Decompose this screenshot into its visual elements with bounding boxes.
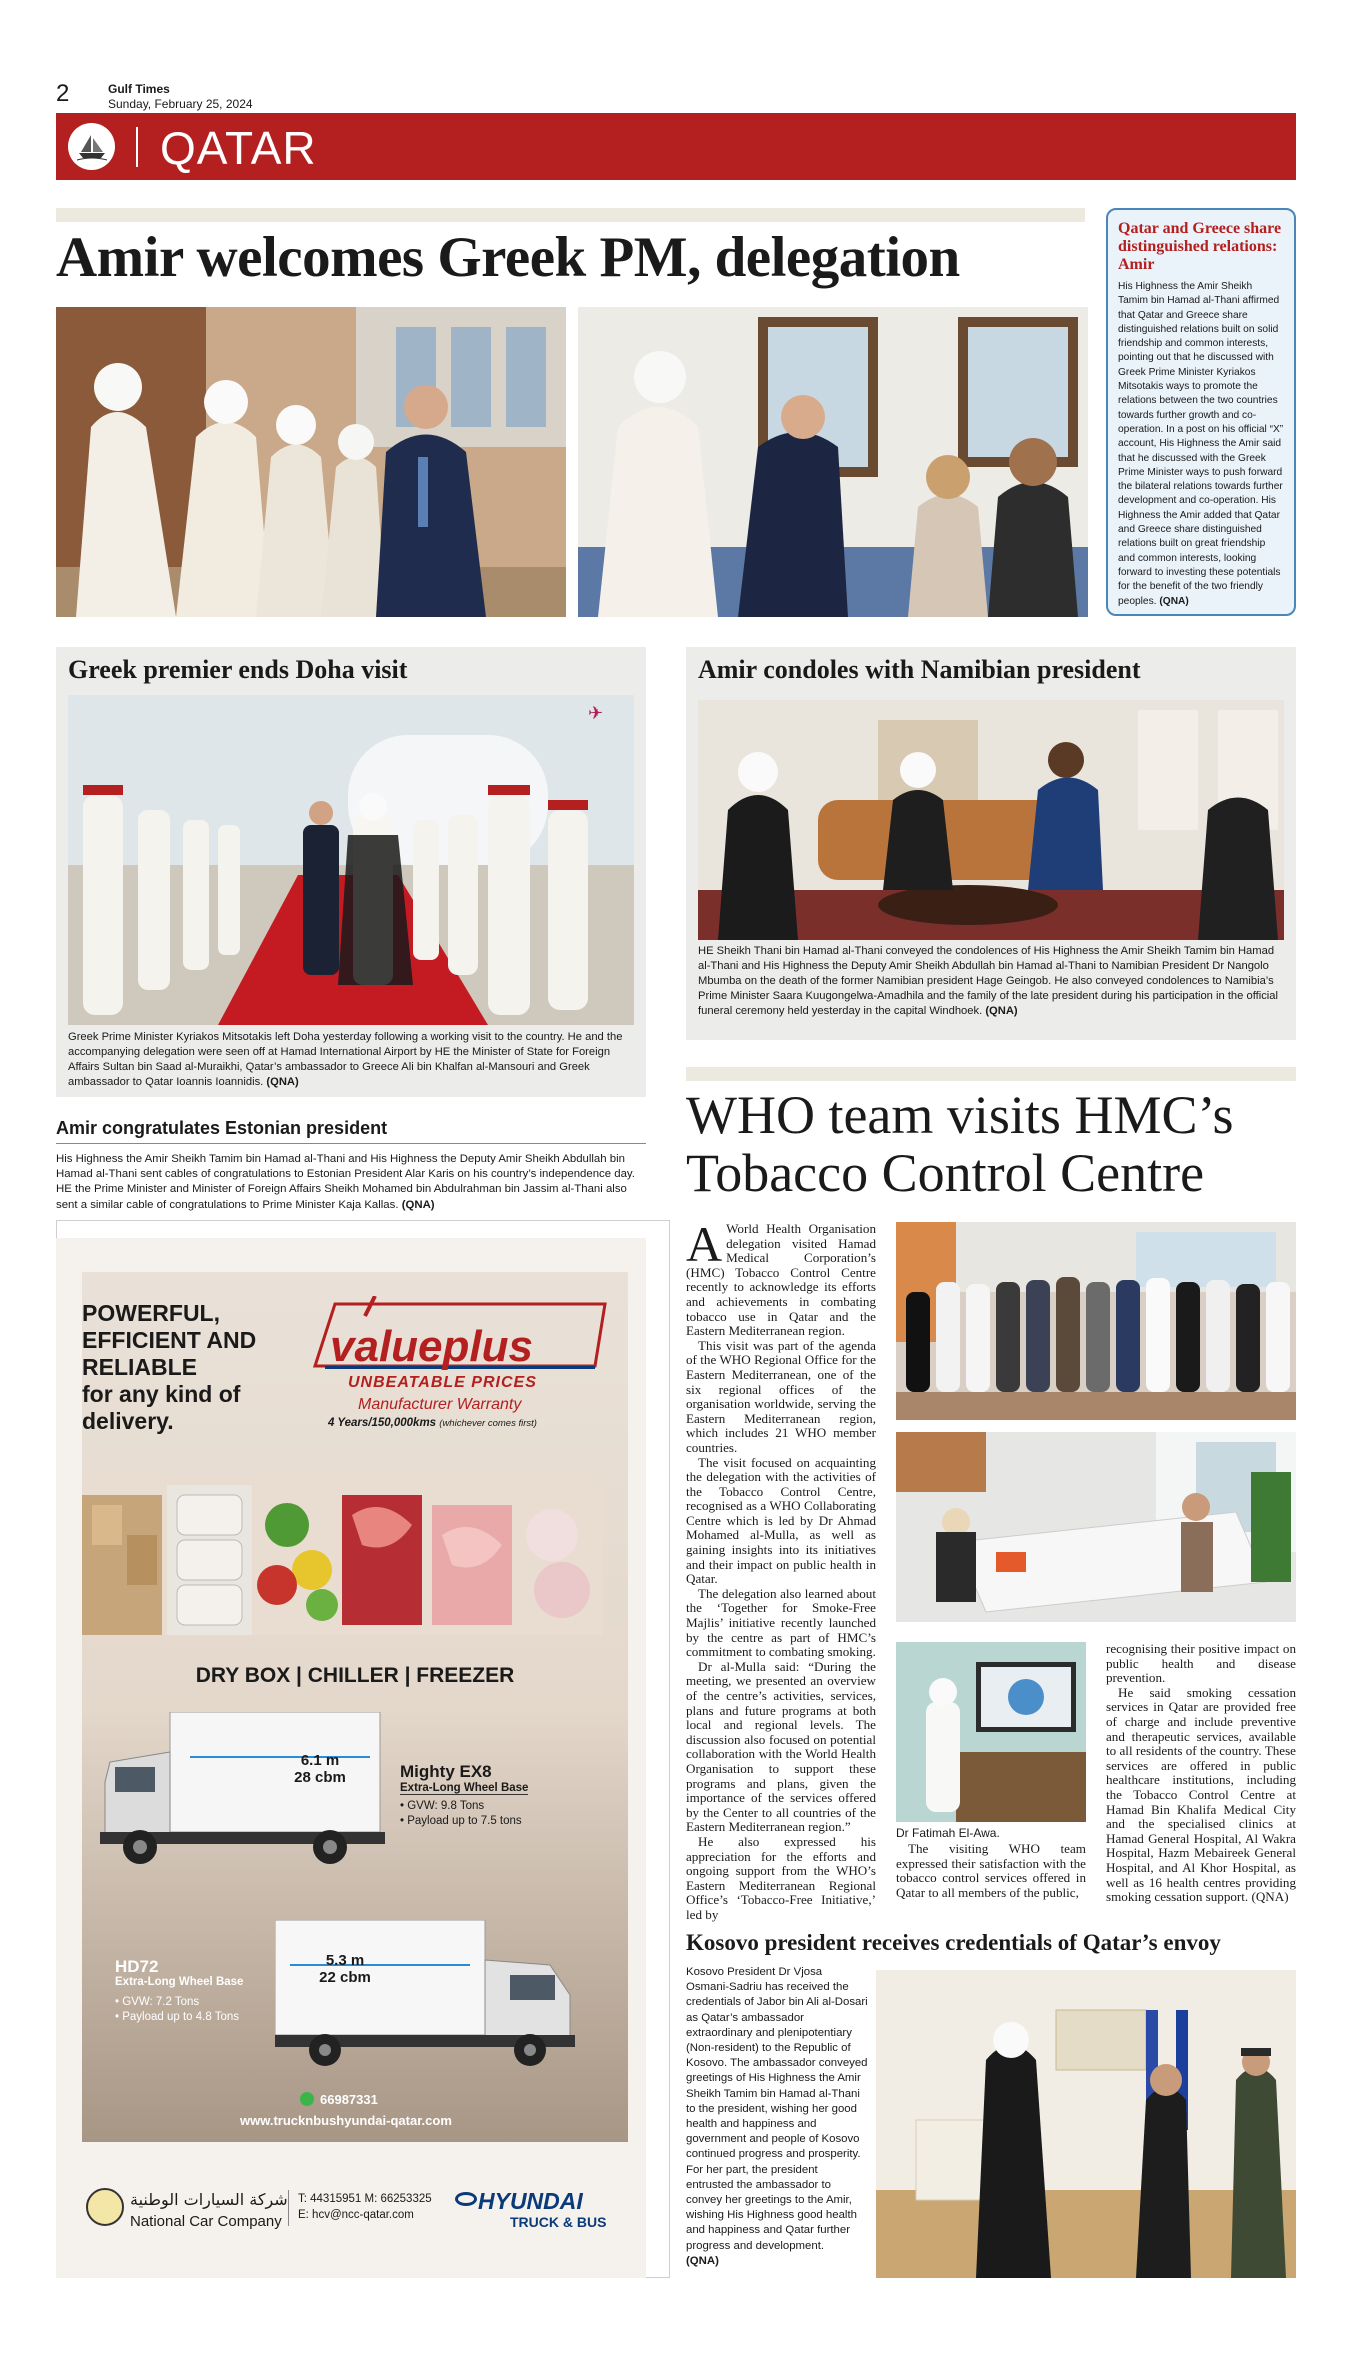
ad-phone[interactable]: 66987331 (320, 2092, 378, 2107)
main-photo-right (578, 307, 1088, 617)
hyundai-brand: HYUNDAI (478, 2188, 583, 2214)
main-headline: Amir welcomes Greek PM, delegation (56, 226, 960, 289)
who-paragraph-6: He also expressed his appreciation for the efforts and ongoing support from the WHO’s Eastern Mediterranean Regional Office’s ‘Tobacco-Free Initiative,’ led by (686, 1833, 876, 1922)
truck-ex8-base: Extra-Long Wheel Base (400, 1782, 529, 1794)
sidebar-body-text: His Highness the Amir Sheikh Tamim bin Hamad al-Thani affirmed that Qatar and Greece share distinguished relations built on solid friendship and common interests, pointing out that he discussed with Greek Prime Minister Kyriakos Mitsotakis ways to promote the relations between the two countries towards further growth and co-operation. In a post on his official “X” account, His Highness the Amir said that he discussed with the Greek Prime Minister ways to push forward the bilateral relations towards further development and co-operation. His Highness the Amir added that Qatar and Greece share distinguished relations built on great friendship and common interests, looking forward to investing these potentials for the benefit of the two friendly peoples. (1118, 281, 1284, 607)
who-paragraph-1: World Health Organisation delegation visited Hamad Medical Corporation’s (HMC) Tobacco Control Centre recently to acknowledge its efforts and achievements in combating tobacco use in Qatar and the Eastern Mediterranean region. (686, 1221, 876, 1339)
whatsapp-icon (300, 2092, 314, 2106)
valueplus-tagline: UNBEATABLE PRICES (348, 1374, 537, 1391)
hyundai-logo-icon (455, 2192, 477, 2206)
publication-name: Gulf Times (108, 82, 170, 96)
who-column-2 (896, 1842, 1086, 1900)
ad-website[interactable]: www.trucknbushyundai-qatar.com (240, 2113, 452, 2128)
ad-produce-strip (82, 1475, 602, 1635)
truck-ex8-dimensions-text: 6.1 m 28 cbm (294, 1752, 346, 1786)
headline-rule (56, 208, 1085, 222)
estonia-body-text: His Highness the Amir Sheikh Tamim bin Hamad al-Thani and His Highness the Deputy Amir Sheikh Abdullah bin Hamad al-Thani sent cables of congratulations to Estonian President Alar Karis on his country’s independence day. HE the Prime Minister and Minister of Foreign Affairs Sheikh Mohamed bin Abdulrahman bin Jassim al-Thani also sent a similar cable of congratulations to Prime Minister Kaja Kallas. (56, 1153, 635, 1211)
section-banner (56, 113, 1296, 180)
greek-visit-title: Greek premier ends Doha visit (68, 655, 408, 684)
greek-visit-source: (QNA) (266, 1076, 299, 1088)
estonia-title: Amir congratulates Estonian president (56, 1118, 388, 1138)
section-title: QATAR (160, 122, 317, 174)
kosovo-title: Kosovo president receives credentials of Qatar’s envoy (686, 1930, 1221, 1955)
warranty-note: (whichever comes first) (439, 1418, 537, 1429)
who-column-1 (686, 1216, 876, 1923)
ad-footer-divider (288, 2190, 289, 2226)
kosovo-body-text: Kosovo President Dr Vjosa Osmani-Sadriu has received the credentials of Jabor bin Ali al-Dosari as Qatar’s ambassador extraordinary and plenipotentiary (Non-resident) to the Republic of Kosovo. The ambassador conveyed greetings of His Highness the Amir Sheikh Tamim bin Hamad al-Thani to the president, wishing her good health and happiness and government and people of Kosovo continued progress and prosperity. For her part, the president entrusted the ambassador to convey her greetings to the Amir, wishing His Highness good health and happiness and Qatar further progress and development. (686, 1966, 868, 2252)
truck-hd72-payload: • Payload up to 4.8 Tons (115, 2011, 240, 2023)
ad-slogan-bold: POWERFUL, EFFICIENT AND RELIABLE (82, 1300, 257, 1380)
namibia-caption-text: HE Sheikh Thani bin Hamad al-Thani conveyed the condolences of His Highness the Amir Sheikh Tamim bin Hamad al-Thani and His Highness the Deputy Amir Sheikh Abdullah bin Hamad al-Thani to Namibian President Dr Nangolo Mbumba on the death of the former Namibian president Hage Geingob. He also conveyed condolences to Namibia’s Prime Minister Saara Kuugongelwa-Amadhila and the family of the late president during his participation in the official funeral ceremony held yesterday in the capital Windhoek. (698, 945, 1278, 1017)
ad-slogan-rest: for any kind of delivery. (82, 1381, 241, 1434)
truck-ex8-payload: • Payload up to 7.5 tons (400, 1815, 522, 1827)
who-paragraph-3: The visit focused on acquainting the delegation with the activities of the Tobacco Control Centre, recognised as a WHO Collaborating Centre which is led by Dr Ahmad Mohamed al-Mulla, as well as gaining insights into its initiatives and their impact on public health in Qatar. (686, 1454, 876, 1587)
banner-divider (136, 127, 138, 167)
who-headline: WHO team visits HMC’s Tobacco Control Centre (686, 1085, 1234, 1203)
svg-text:✈: ✈ (588, 703, 604, 723)
truck-hd72-dimensions-text: 5.3 m 22 cbm (319, 1952, 371, 1986)
kosovo-source: (QNA) (686, 2254, 719, 2267)
greek-visit-photo (68, 695, 634, 1025)
who-presentation-photo (896, 1642, 1086, 1822)
warranty-terms: 4 Years/150,000kms (328, 1417, 437, 1429)
who-rule (686, 1067, 1296, 1081)
company-name-arabic: شركة السيارات الوطنية (130, 2190, 288, 2209)
dhow-logo-icon (68, 123, 115, 170)
valueplus-warranty: Manufacturer Warranty (358, 1396, 522, 1413)
truck-mighty-ex8-image (100, 1712, 390, 1872)
truck-ex8-dimensions (280, 1752, 360, 1786)
sidebar-box (1106, 208, 1296, 616)
valueplus-warranty-terms (328, 1417, 537, 1429)
sidebar-source: (QNA) (1159, 595, 1189, 607)
greek-visit-caption (68, 1030, 634, 1090)
ncc-emblem-icon (86, 2188, 124, 2226)
ad-categories: DRY BOX | CHILLER | FREEZER (195, 1664, 515, 1687)
who-paragraph-8: recognising their positive impact on public health and disease prevention. (1106, 1641, 1296, 1686)
who-column-3 (1106, 1642, 1296, 1905)
truck-hd72-name: HD72 (115, 1957, 159, 1976)
truck-hd72-image (275, 1920, 585, 2080)
namibia-title: Amir condoles with Namibian president (698, 655, 1141, 684)
estonia-rule (56, 1143, 646, 1144)
truck-ex8-gvw: • GVW: 9.8 Tons (400, 1800, 485, 1812)
who-dropcap: A (686, 1216, 723, 1272)
who-group-photo (896, 1222, 1296, 1420)
who-paragraph-9: He said smoking cessation services in Qatar are provided free of charge and include preventive and therapeutic services, available to all residents of the country. These services are offered in public healthcare institutions, including the Tobacco Control Centre at Hamad Bin Khalifa Medical City and the specialised clinics at Hamad General Hospital, Al Wakra Hospital, Hazm Mebaireek General Hospital, and Al Khor Hospital, as well as 16 health centres providing smoking cessation support. (1106, 1684, 1296, 1905)
who-paragraph-7: The visiting WHO team expressed their satisfaction with the tobacco control services offered in Qatar to all members of the public, (896, 1841, 1086, 1900)
truck-ex8-name: Mighty EX8 (400, 1762, 492, 1781)
who-paragraph-2: This visit was part of the agenda of the WHO Regional Office for the Eastern Mediterranean, one of the six regional offices of the organisation worldwide, serving the Eastern Mediterranean region, which includes 21 WHO member countries. (686, 1337, 876, 1455)
valueplus-brand: valueplus (330, 1322, 533, 1371)
namibia-caption (698, 944, 1284, 1019)
truck-hd72-base: Extra-Long Wheel Base (115, 1976, 244, 1988)
contact-phones: T: 44315951 M: 66253325 (298, 2193, 432, 2205)
contact-email[interactable]: E: hcv@ncc-qatar.com (298, 2209, 414, 2221)
who-meeting-photo (896, 1432, 1296, 1622)
who-paragraph-4: The delegation also learned about the ‘Together for Smoke-Free Majlis’ initiative recently launched by the centre as part of HMC’s commitment to combating smoking. (686, 1585, 876, 1660)
company-name: National Car Company (130, 2213, 282, 2230)
hyundai-subbrand: TRUCK & BUS (510, 2214, 607, 2230)
truck-hd72-dimensions (305, 1952, 385, 1986)
publication-date: Sunday, February 25, 2024 (108, 97, 253, 111)
main-photo-left (56, 307, 566, 617)
estonia-source: (QNA) (401, 1198, 435, 1211)
who-source: (QNA) (1251, 1889, 1289, 1905)
who-paragraph-5: Dr al-Mulla said: “During the meeting, we presented an overview of the centre’s activities, services, plans and future programs at both local and regional levels. The discussion also focused on potential collaboration with the World Health Organisation to support these programs and plans, given the importance of the services offered by the Center to all countries of the Eastern Mediterranean region.” (686, 1658, 876, 1835)
kosovo-body (686, 1965, 868, 2269)
sidebar-title: Qatar and Greece share distinguished relations: Amir (1118, 220, 1282, 273)
estonia-body (56, 1152, 646, 1213)
ad-slogan (82, 1300, 312, 1435)
namibia-source: (QNA) (985, 1005, 1018, 1017)
page-number: 2 (56, 80, 70, 107)
truck-hd72-gvw: • GVW: 7.2 Tons (115, 1996, 200, 2008)
kosovo-photo (876, 1970, 1296, 2278)
who-presentation-caption: Dr Fatimah El-Awa. (896, 1826, 1000, 1840)
namibia-photo (698, 700, 1284, 940)
sidebar-body (1118, 280, 1284, 609)
greek-visit-caption-text: Greek Prime Minister Kyriakos Mitsotakis left Doha yesterday following a working visit to the country. He and the accompanying delegation were seen off at Hamad International Airport by HE the Minister of State for Foreign Affairs Sultan bin Saad al-Muraikhi, Qatar’s ambassador to Greece Ali bin Khalfan al-Mansouri and Greek ambassador to Qatar Ioannis Ioannidis. (68, 1031, 623, 1088)
